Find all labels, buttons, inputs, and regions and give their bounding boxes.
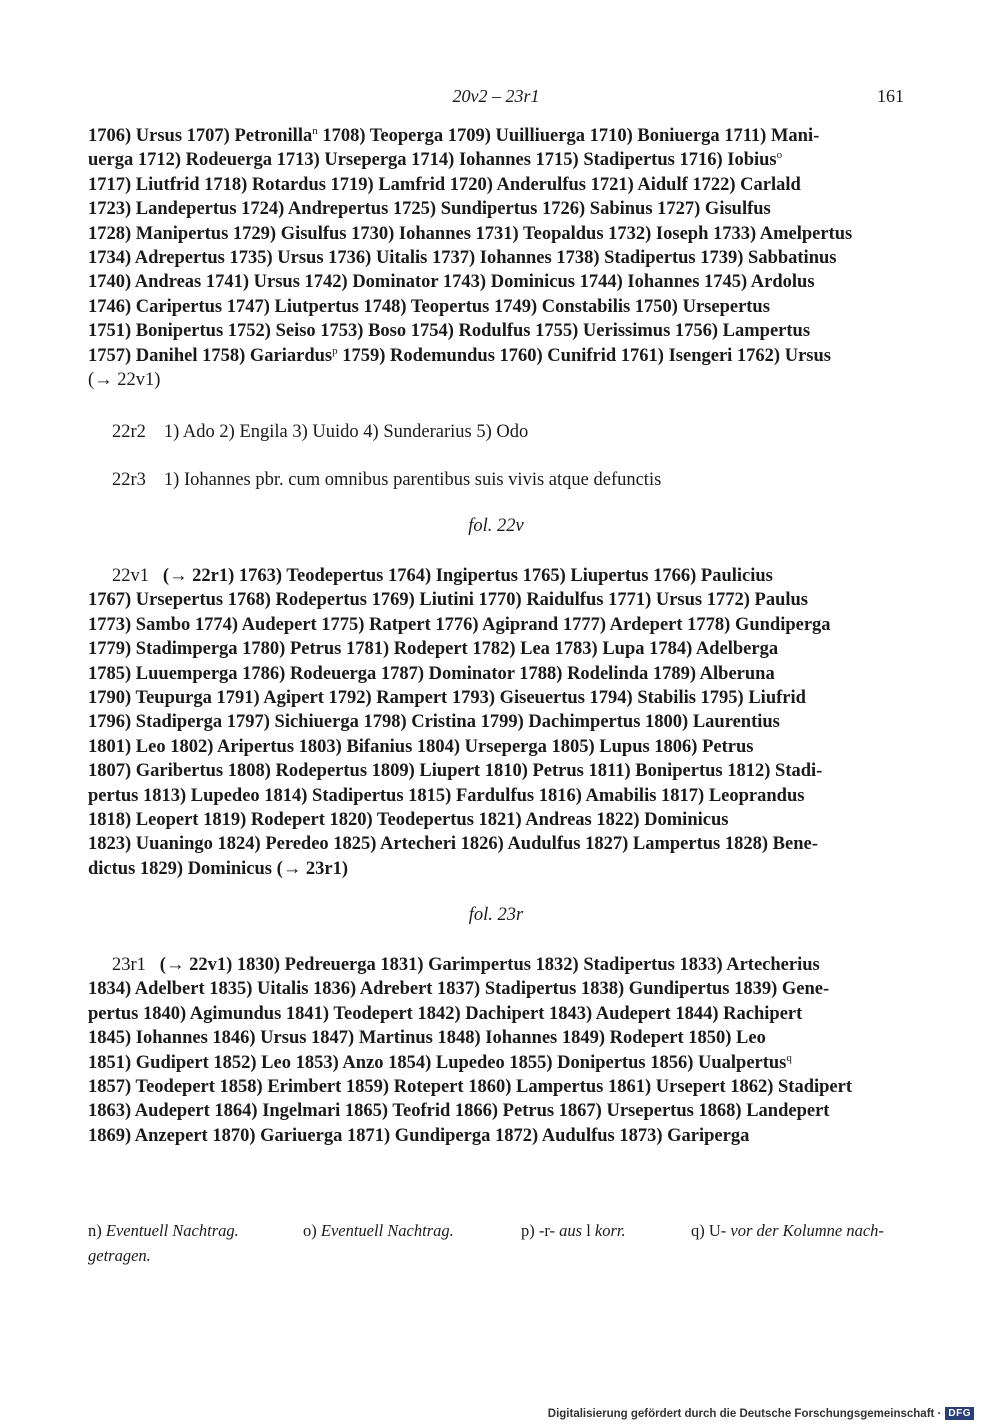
folio-ref: 22r2 — [112, 422, 146, 442]
footnote-o: o) Eventuell Nachtrag. — [303, 1221, 454, 1240]
entry-line: 1757) Danihel 1758) Gariardus$^p$ 1759) Rodemundus 1760) Cunifrid 1761) Isengeri 1762) Ursus — [88, 344, 831, 366]
entry-line: 1767) Ursepertus 1768) Rodepertus 1769) Liutini 1770) Raidulfus 1771) Ursus 1772) Paulus — [88, 590, 808, 611]
digitization-note: Digitalisierung gefördert durch die Deutsche Forschungsgemeinschaft · DFG — [548, 1407, 974, 1420]
entry-line: 1790) Teupurga 1791) Agipert 1792) Rampert 1793) Giseuertus 1794) Stabilis 1795) Liufrid — [88, 688, 806, 709]
entry-line: 23r1 (→ 22v1) 1830) Pedreuerga 1831) Garimpertus 1832) Stadipertus 1833) Artecherius — [112, 955, 820, 975]
entry-line: 1785) Luuemperga 1786) Rodeuerga 1787) Dominator 1788) Rodelinda 1789) Alberuna — [88, 663, 775, 684]
entry-block-23r1 — [88, 953, 904, 1148]
entry-line-22r3 — [112, 468, 661, 492]
folio-ref: 22v1 — [112, 566, 149, 586]
dfg-logo-icon: DFG — [945, 1407, 974, 1420]
entry-line: 1796) Stadiperga 1797) Sichiuerga 1798) Cristina 1799) Dachimpertus 1800) Laurentius — [88, 712, 780, 733]
footnote-p: p) -r- aus l korr. — [521, 1221, 626, 1240]
entry-text: 1) Ado 2) Engila 3) Uuido 4) Sunderarius 5) Odo — [163, 422, 529, 442]
entry-line: 1723) Landepertus 1724) Andrepertus 1725) Sundipertus 1726) Sabinus 1727) Gisulfus — [88, 199, 771, 220]
running-head: 20v2 – 23r1 — [452, 86, 540, 106]
entry-line: 22v1 (→ 22r1) 1763) Teodepertus 1764) Ingipertus 1765) Liupertus 1766) Paulicius — [112, 566, 773, 586]
entry-line: 1857) Teodepert 1858) Erimbert 1859) Rotepert 1860) Lampertus 1861) Ursepert 1862) Stadipert — [88, 1077, 853, 1098]
entry-line: 1734) Adrepertus 1735) Ursus 1736) Uitalis 1737) Iohannes 1738) Stadipertus 1739) Sabbatinus — [88, 248, 837, 269]
entry-block-22v1 — [88, 564, 904, 881]
entry-line-22r2 — [112, 420, 528, 444]
entry-line: 1818) Leopert 1819) Rodepert 1820) Teodepertus 1821) Andreas 1822) Dominicus — [88, 810, 729, 831]
folio-ref: 22r3 — [112, 470, 146, 490]
entry-line: 1834) Adelbert 1835) Uitalis 1836) Adrebert 1837) Stadipertus 1838) Gundipertus 1839) Gene- — [88, 979, 830, 1000]
footnote-q-continuation: getragen. — [88, 1246, 151, 1265]
entry-line: 1807) Garibertus 1808) Rodepertus 1809) Liupert 1810) Petrus 1811) Bonipertus 1812) Stadi- — [88, 761, 823, 782]
entry-line: 1728) Manipertus 1729) Gisulfus 1730) Iohannes 1731) Teopaldus 1732) Ioseph 1733) Amelpertus — [88, 223, 853, 244]
entry-line: 1779) Stadimperga 1780) Petrus 1781) Rodepert 1782) Lea 1783) Lupa 1784) Adelberga — [88, 639, 779, 660]
entry-block-22r1 — [88, 124, 904, 392]
entry-line: 1717) Liutfrid 1718) Rotardus 1719) Lamfrid 1720) Anderulfus 1721) Aidulf 1722) Carlald — [88, 174, 801, 195]
page-number: 161 — [877, 86, 904, 106]
entry-line: 1746) Caripertus 1747) Liutpertus 1748) Teopertus 1749) Constabilis 1750) Ursepertus — [88, 296, 770, 317]
entry-line: 1869) Anzepert 1870) Gariuerga 1871) Gundiperga 1872) Audulfus 1873) Gariperga — [88, 1125, 750, 1146]
entry-line: 1801) Leo 1802) Aripertus 1803) Bifanius 1804) Urseperga 1805) Lupus 1806) Petrus — [88, 736, 754, 757]
entry-line: 1823) Uuaningo 1824) Peredeo 1825) Artecheri 1826) Audulfus 1827) Lampertus 1828) Bene- — [88, 834, 818, 855]
entry-line: uerga 1712) Rodeuerga 1713) Urseperga 1714) Iohannes 1715) Stadipertus 1716) Iobius$^o$ — [88, 149, 783, 171]
entry-line: 1773) Sambo 1774) Audepert 1775) Ratpert 1776) Agiprand 1777) Ardepert 1778) Gundiperga — [88, 614, 831, 635]
entry-line: 1863) Audepert 1864) Ingelmari 1865) Teofrid 1866) Petrus 1867) Ursepertus 1868) Landepert — [88, 1101, 830, 1122]
entry-line: 1740) Andreas 1741) Ursus 1742) Dominator 1743) Dominicus 1744) Iohannes 1745) Ardolus — [88, 272, 815, 293]
entry-line: dictus 1829) Dominicus (→ 23r1) — [88, 858, 349, 879]
folio-heading-22v: fol. 22v — [468, 516, 524, 536]
footnote-q: q) U- vor der Kolumne nach- — [691, 1221, 884, 1240]
entry-line: 1751) Bonipertus 1752) Seiso 1753) Boso 1754) Rodulfus 1755) Uerissimus 1756) Lampertus — [88, 321, 811, 342]
folio-ref: 23r1 — [112, 955, 146, 975]
entry-line: 1706) Ursus 1707) Petronilla$^n$ 1708) Teoperga 1709) Uuilliuerga 1710) Boniuerga 1711) Mani- — [88, 124, 820, 146]
entry-line: 1845) Iohannes 1846) Ursus 1847) Martinus 1848) Iohannes 1849) Rodepert 1850) Leo — [88, 1028, 766, 1049]
entry-line: 1851) Gudipert 1852) Leo 1853) Anzo 1854) Lupedeo 1855) Donipertus 1856) Uualpertus$^q$ — [88, 1051, 792, 1073]
footnote-n: n) Eventuell Nachtrag. — [88, 1221, 239, 1240]
folio-heading-23r: fol. 23r — [468, 905, 524, 925]
entry-line: pertus 1840) Agimundus 1841) Teodepert 1842) Dachipert 1843) Audepert 1844) Rachipert — [88, 1003, 803, 1024]
footnotes — [88, 1218, 904, 1268]
cross-reference: (→ 22v1) — [88, 370, 161, 391]
entry-line: pertus 1813) Lupedeo 1814) Stadipertus 1815) Fardulfus 1816) Amabilis 1817) Leoprandus — [88, 785, 805, 806]
entry-text: 1) Iohannes pbr. cum omnibus parentibus suis vivis atque defunctis — [163, 470, 662, 490]
